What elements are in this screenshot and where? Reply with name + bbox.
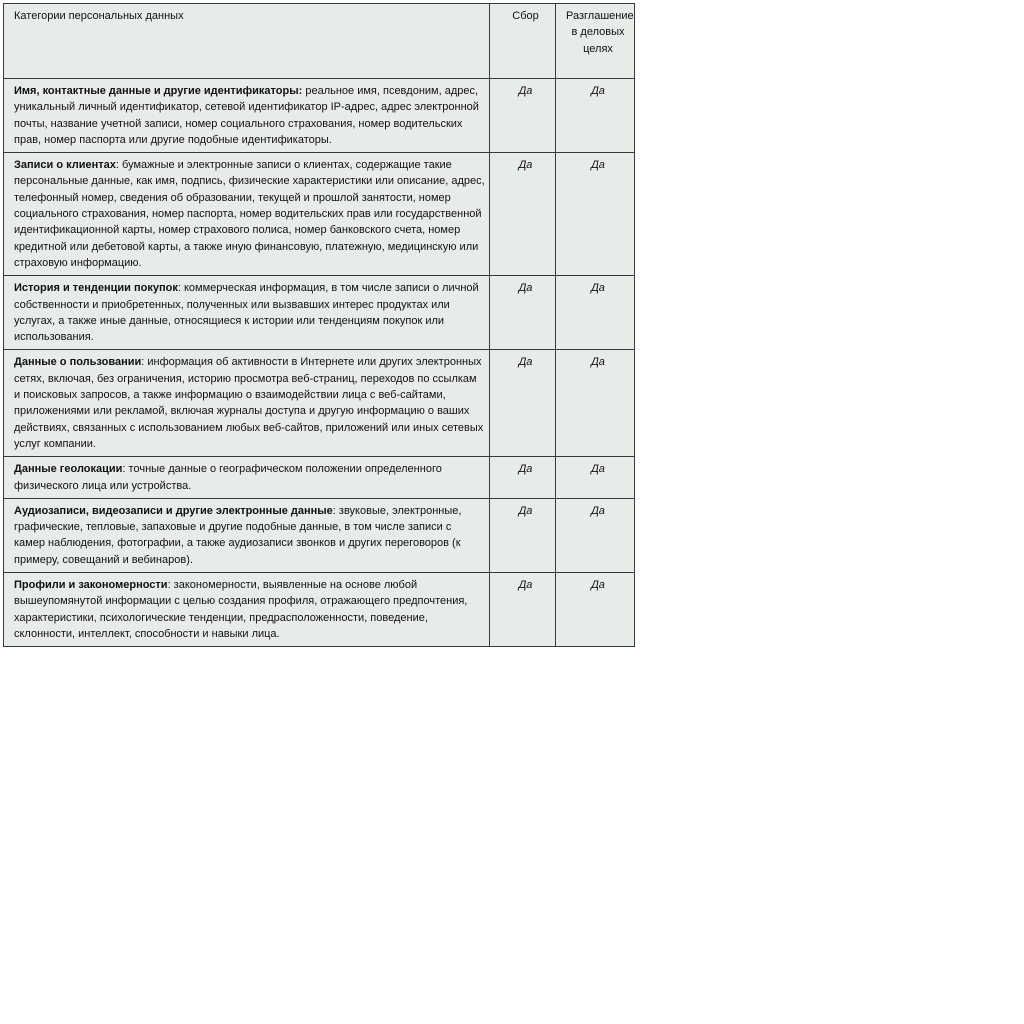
category-cell: [4, 457, 490, 499]
header-disclosure: Разглашение в деловых целях: [556, 4, 635, 79]
category-term: Профили и закономерности: [14, 579, 168, 592]
category-cell: [4, 153, 490, 276]
disclosure-cell: Да: [556, 573, 635, 647]
disclosure-cell: Да: [556, 350, 635, 457]
table-row: [4, 350, 635, 457]
collection-cell: Да: [490, 79, 556, 153]
personal-data-table: [3, 3, 635, 647]
disclosure-cell: Да: [556, 498, 635, 572]
category-description: : бумажные и электронные записи о клиентах, содержащие такие персональные данные, как имя, подпись, физические характеристики или описание, адрес, телефонный номер, сведения об образовании, текущей и прошлой занятости, номер социального страхования, номер паспорта, номер водительских прав или государственной идентификационной карты, номер страхового полиса, номер банковского счета, номер кредитной или дебетовой карты, а также иную финансовую, платежную, медицинскую или страховую информацию.: [14, 159, 485, 269]
disclosure-cell: Да: [556, 276, 635, 350]
category-term: История и тенденции покупок: [14, 282, 178, 295]
header-category: Категории персональных данных: [4, 4, 490, 79]
disclosure-cell: Да: [556, 79, 635, 153]
category-description: : закономерности, выявленные на основе любой вышеупомянутой информации с целью создания профиля, отражающего предпочтения, характеристики, психологические тенденции, предрасположенности, поведение, склонности, интеллект, способности и навыки лица.: [14, 579, 468, 640]
collection-cell: Да: [490, 457, 556, 499]
category-description: : звуковые, электронные, графические, тепловые, запаховые и другие подобные данные, в том числе записи с камер наблюдения, фотографии, а также аудиозаписи звонков и других переговоров (к примеру, совещаний и вебинаров).: [14, 504, 462, 566]
table-row: [4, 79, 635, 153]
table-row: [4, 573, 635, 647]
category-cell: [4, 498, 490, 572]
collection-cell: Да: [490, 573, 556, 647]
category-term: Аудиозаписи, видеозаписи и другие электронные данные: [14, 504, 333, 517]
category-term: Записи о клиентах: [14, 159, 116, 172]
category-description: : информация об активности в Интернете или других электронных сетях, включая, без ограничения, историю просмотра веб-страниц, переходов по ссылкам и поисковых запросов, а также информацию о взаимодействии лица с веб-сайтами, приложениями или рекламой, включая журналы доступа и другую информацию о ваших действиях, связанных с использованием любых веб-сайтов, приложений или иных сетевых услуг компании.: [14, 356, 484, 450]
category-term: Имя, контактные данные и другие идентификаторы:: [14, 85, 303, 97]
category-description: : коммерческая информация, в том числе записи о личной собственности и приобретенных, полученных или вызвавших интерес продуктах или услугах, а также иные данные, относящиеся к истории или тенденциям покупок или использования.: [14, 282, 479, 344]
category-term: Данные геолокации: [14, 463, 123, 476]
collection-cell: Да: [490, 153, 556, 276]
collection-cell: Да: [490, 350, 556, 457]
table-row: [4, 457, 635, 499]
table-row: [4, 153, 635, 276]
table-row: [4, 276, 635, 350]
category-description: реальное имя, псевдоним, адрес, уникальный личный идентификатор, сетевой идентификатор IP-адрес, адрес электронной почты, название учетной записи, номер социального страхования, номер водительских прав, номер паспорта или другие подобные идентификаторы.: [14, 85, 479, 146]
category-description: : точные данные о географическом положении определенного физического лица или устройства.: [14, 463, 442, 492]
category-cell: [4, 350, 490, 457]
category-term: Данные о пользовании: [14, 356, 142, 369]
disclosure-cell: Да: [556, 153, 635, 276]
header-collection: Сбор: [490, 4, 556, 79]
category-cell: [4, 79, 490, 153]
disclosure-cell: Да: [556, 457, 635, 499]
category-cell: [4, 573, 490, 647]
category-cell: [4, 276, 490, 350]
collection-cell: Да: [490, 276, 556, 350]
table-header-row: [4, 4, 635, 79]
collection-cell: Да: [490, 498, 556, 572]
table-row: [4, 498, 635, 572]
